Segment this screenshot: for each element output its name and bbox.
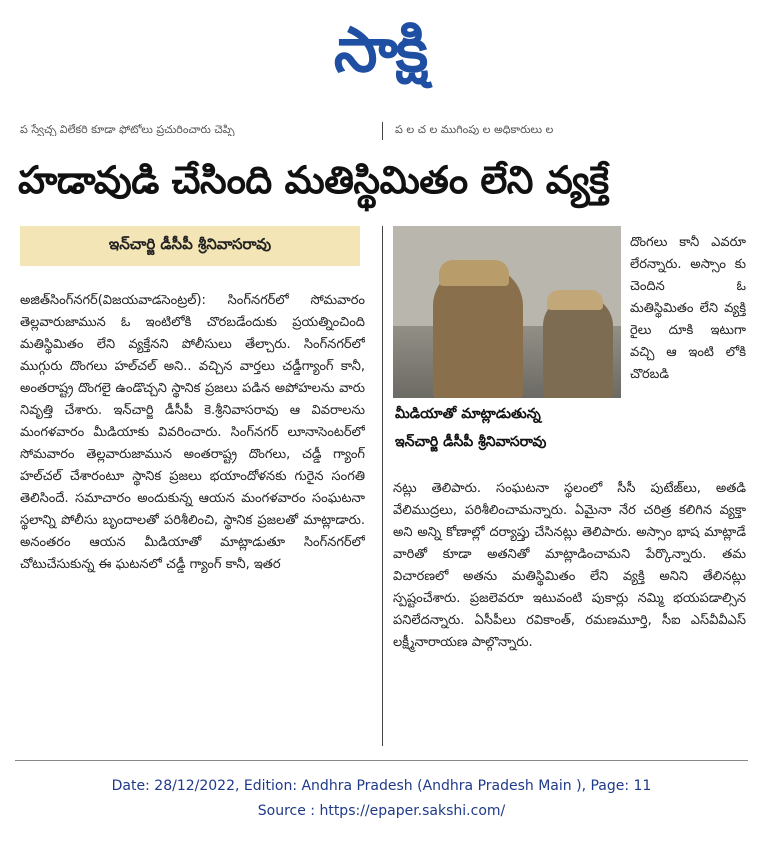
right-narrow-column [630, 232, 746, 474]
article-subhead [20, 226, 360, 266]
logo-text: సాక్షి [333, 13, 427, 86]
footer-edition-info: Date: 28/12/2022, Edition: Andhra Pradesh (Andhra Pradesh Main ), Page: 11 [111, 778, 652, 794]
photo-caption [393, 400, 623, 464]
subhead-text: ఇన్‌చార్జి డీసీపీ శ్రీనివాసరావు [108, 235, 272, 253]
caption-line-2: ఇన్‌చార్జి డీసీపీ శ్రీనివాసరావు [395, 434, 547, 450]
article-photo [393, 226, 621, 398]
article-headline: హడావుడి చేసింది మతిస్థిమితం లేని వ్యక్తే [18, 158, 609, 202]
footer-source-link[interactable]: Source : https://epaper.sakshi.com/ [257, 803, 506, 819]
left-column-text [20, 290, 365, 750]
right-column-text [393, 478, 746, 748]
cut-text-right: ప ల చ ల ముగింపు ల అధికారులు ల [395, 124, 554, 136]
caption-line-1: మీడియాతో మాట్లాడుతున్న [395, 406, 541, 422]
cut-text-left: ప స్వేచ్ఛ విలేకరి కూడా ఫోటోలు ప్రచురించారు చెప్పి [20, 124, 235, 136]
newspaper-logo [280, 14, 480, 100]
footer-divider [15, 760, 748, 761]
column-divider-top [382, 122, 383, 140]
right-paragraph: నట్లు తెలిపారు. సంఘటనా స్థలంలో సీసీ పుటేజ్‌లు, అతడి వేలిముద్రలు, పరిశీలించామన్నారు. ఏమైనా నేర చరిత్ర కలిగిన వ్యక్తా అని అన్ని కోణాల్లో దర్యాప్తు చేసినట్లు తెలిపారు. అస్సాం భాష మాట్లాడే వారితో కూడా అతనితో మాట్లాడించామని పేర్కొన్నారు. తమ విచారణలో అతను మతిస్థిమితం లేని వ్యక్తి అనిని తేలినట్లు స్పష్టంచేశారు. ప్రజలెవరూ ఇటువంటి పుకార్లు నమ్మి భయపడాల్సిన పనిలేదన్నారు. ఏసీపీలు రవికాంత్, రమణమూర్తి, సీఐ ఎస్‌వీవీఎస్ లక్ష్మీనారాయణ పాల్గొన్నారు. [393, 481, 746, 650]
column-divider [382, 226, 383, 746]
right-narrow-text: దొంగలు కానీ ఎవరూ లేరన్నారు. అస్సాం కు చెందిన ఓ మతిస్థిమితం లేని వ్యక్తి రైలు దూకి ఇటుగా వచ్చి ఆ ఇంటి లోకి చొరబడి [630, 235, 746, 382]
left-paragraph: అజిత్‌సింగ్‌నగర్(విజయవాడసెంట్రల్): సింగ్‌నగర్‌లో సోమవారం తెల్లవారుజామున ఓ ఇంటిలోకి చొరబడేందుకు ప్రయత్నించింది మతిస్థిమితం లేని వ్యక్తేనని పోలీసులు తేల్చారు. సింగ్‌నగర్‌లో ముగ్గురు దొంగలు హల్‌చల్ అని.. వచ్చిన వార్తలు చడ్డీగ్యాంగ్ కానీ, అంతరాష్ట్ర దొంగలై ఉండొచ్చని స్థానిక ప్రజలు పడిన అపోహలను వారు నివృత్తి చేశారు. ఇన్‌చార్జి డీసీపీ కె.శ్రీనివాసరావు ఆ వివరాలను మంగళవారం మీడియాకు వివరించారు. సింగ్‌నగర్ లూనాసెంటర్‌లో సోమవారం తెల్లవారుజామున అంతరాష్ట్ర దొంగలు, చడ్డీ గ్యాంగ్ హల్‌చల్ చేశారంటూ స్థానిక ప్రజలు భయాందోళనకు గురైన సంగతి తెలిసిందే. సమాచారం అందుకున్న ఆయన మంగళవారం సంఘటనా స్థలాన్ని పోలీసు బృందాలతో పరిశీలించి, స్థానిక ప్రజలతో మాట్లాడారు. అనంతరం ఆయన మీడియాతో మాట్లాడుతూ సింగ్‌నగర్‌లో చోటుచేసుకున్న ఈ ఘటనలో చడ్డీ గ్యాంగ్ కానీ, ఇతర [20, 293, 365, 572]
